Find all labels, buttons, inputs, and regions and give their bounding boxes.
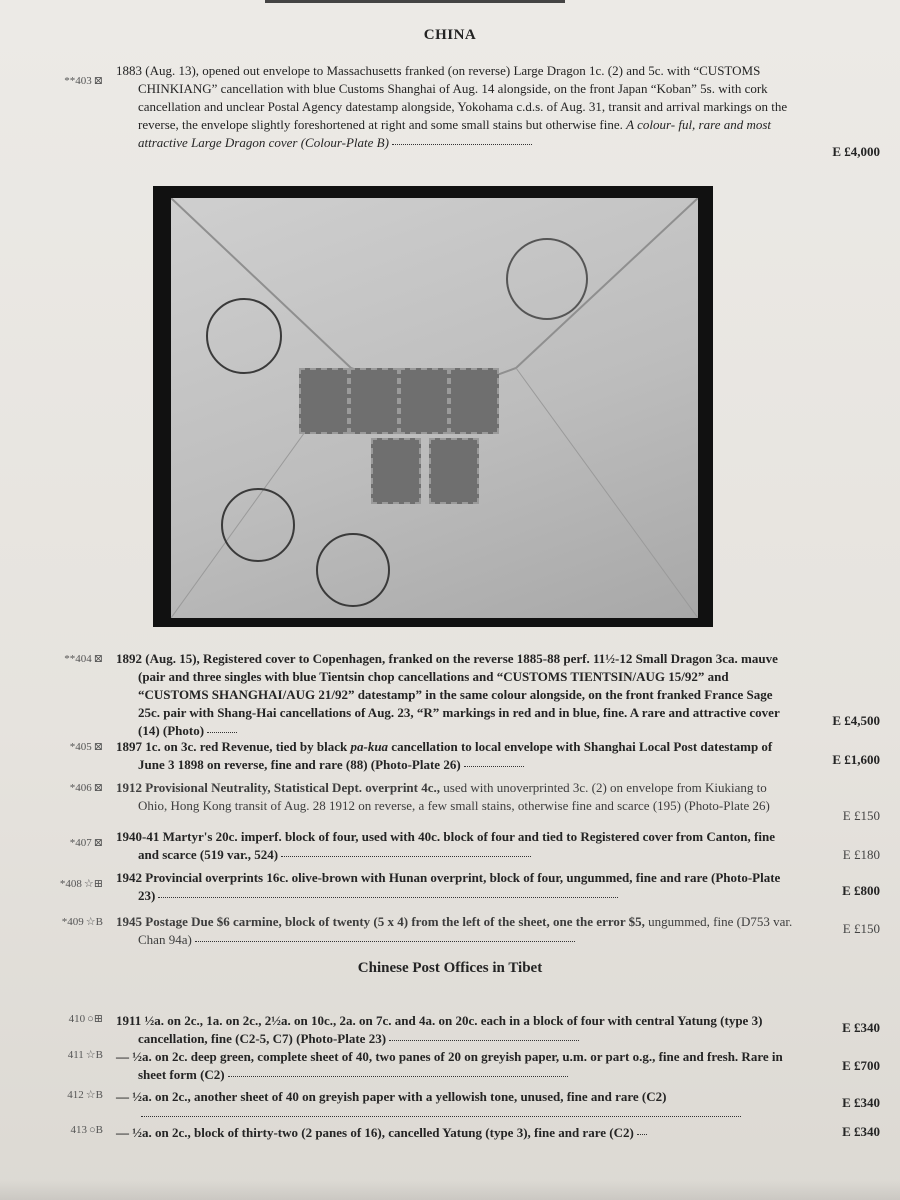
lot-number: *408 ☆⊞: [59, 878, 103, 890]
postmark-image: [316, 533, 390, 607]
cover-symbol-icon: ⊠: [93, 782, 103, 794]
unused-block-symbol-icon: ☆B: [85, 1049, 103, 1061]
lot-description: 1942 Provincial overprints 16c. olive-brown with Hunan overprint, block of four, ungummed, fine and rare (Photo-Plate 23): [116, 870, 781, 903]
stamp-image: [399, 368, 449, 434]
lot-description: 1897 1c. on 3c. red Revenue, tied by black pa-kua cancellation to local envelope with Shanghai Local Post datestamp of June 3 1898 on reverse, fine and rare (88) (Photo-Plate 26): [116, 739, 773, 772]
lot-number: *406 ⊠: [69, 782, 103, 794]
lot-estimate: E £150: [842, 808, 880, 823]
lot-number: **403 ⊠: [64, 75, 103, 87]
lot-estimate: E £340: [842, 1020, 880, 1035]
cover-symbol-icon: ⊠: [93, 837, 103, 849]
lot-number: 413 ○B: [70, 1124, 103, 1136]
lot-number: 410 ○⊞: [68, 1013, 103, 1025]
lot-description: — ½a. on 2c., block of thirty-two (2 panes of 16), cancelled Yatung (type 3), fine and rare (C2): [116, 1124, 793, 1142]
unused-block-symbol-icon: ☆B: [85, 1089, 103, 1101]
lot-estimate: E £340: [842, 1124, 880, 1139]
lot-estimate: E £700: [842, 1058, 880, 1073]
lot-number: 412 ☆B: [67, 1089, 103, 1101]
stamp-image: [299, 368, 349, 434]
used-block-symbol-icon: ○⊞: [87, 1013, 103, 1025]
lot-description: 1912 Provisional Neutrality, Statistical Dept. overprint 4c., used with unoverprinted 3c. (2) on envelope from Kiukiang to Ohio, Hong Kong transit of Aug. 28 1912 on reverse, a few small stains, otherwise fine and scarce (195) (Photo-Plate 26): [116, 780, 770, 813]
section-heading: Chinese Post Offices in Tibet: [357, 960, 543, 976]
lot-description: 1940-41 Martyr's 20c. imperf. block of four, used with 40c. block of four and tied to Registered cover from Canton, fine and scarce (519 var., 524): [116, 829, 775, 862]
lot-estimate: E £1,600: [832, 752, 880, 767]
lot-description: — ½a. on 2c. deep green, complete sheet of 40, two panes of 20 on greyish paper, u.m. or part o.g., fine and fresh. Rare in sheet form (C2): [116, 1049, 783, 1082]
lot-estimate: E £800: [842, 883, 880, 898]
lot-description: 1945 Postage Due $6 carmine, block of twenty (5 x 4) from the left of the sheet, one the error $5, ungummed, fine (D753 var. Chan 94a): [116, 914, 793, 947]
lot-description: 1892 (Aug. 15), Registered cover to Copenhagen, franked on the reverse 1885-88 perf. 11½-12 Small Dragon 3ca. mauve (pair and three singles with blue Tientsin chop cancellations and “CUSTOMS TIENTSIN/AUG 15/92” and “CUSTOMS SHANGHAI/AUG 21/92” datestamp” in the same colour alongside, on the front franked France Sage 25c. pair with Shang-Hai cancellations of Aug. 23, “R” markings in red and in blue, fine. A rare and attractive cover (14) (Photo): [116, 651, 780, 738]
stamp-image: [449, 368, 499, 434]
lot-estimate: E £4,500: [832, 713, 880, 728]
block-unused-symbol-icon: ☆B: [85, 916, 103, 928]
stamp-image: [429, 438, 479, 504]
lot-estimate: E £180: [842, 847, 880, 862]
lot-number: **404 ⊠: [64, 653, 103, 665]
lot-number: *409 ☆B: [61, 916, 103, 928]
cover-symbol-icon: ⊠: [93, 741, 103, 753]
lot-estimate: E £4,000: [832, 144, 880, 159]
lot-description: 1911 ½a. on 2c., 1a. on 2c., 2½a. on 10c., 2a. on 7c. and 4a. on 20c. each in a block of four with central Yatung (type 3) cancellation, fine (C2-5, C7) (Photo-Plate 23): [116, 1013, 763, 1046]
cover-photograph: [153, 186, 713, 627]
lot-estimate: E £340: [842, 1095, 880, 1110]
chapter-heading: CHINA: [423, 27, 477, 43]
stamp-image: [349, 368, 399, 434]
used-block-symbol-icon: ○B: [89, 1124, 103, 1136]
envelope-reverse-image: [171, 198, 698, 618]
cover-symbol-icon: ⊠: [93, 75, 103, 87]
lot-number: *405 ⊠: [69, 741, 103, 753]
top-rule: [265, 0, 565, 3]
postmark-image: [506, 238, 588, 320]
block-unused-symbol-icon: ☆⊞: [83, 878, 103, 890]
lot-description: 1883 (Aug. 13), opened out envelope to Massachusetts franked (on reverse) Large Dragon 1c. (2) and 5c. with “CUSTOMS CHINKIANG” cancellation with blue Customs Shanghai of Aug. 14 alongside, on the front Japan “Koban” 5s. with cork cancellation and unclear Postal Agency datestamp alongside, Yokohama c.d.s. of Aug. 31, transit and arrival markings on the reverse, the envelope slightly foreshortened at right and some small stains but otherwise fine. A colour- ful, rare and most attractive Large Dragon cover (Colour-Plate B): [116, 63, 788, 150]
cover-symbol-icon: ⊠: [93, 653, 103, 665]
lot-description: — ½a. on 2c., another sheet of 40 on greyish paper with a yellowish tone, unused, fine and rare (C2): [116, 1088, 793, 1124]
lot-number: *407 ⊠: [69, 837, 103, 849]
lot-estimate: E £150: [842, 921, 880, 936]
stamp-image: [371, 438, 421, 504]
lot-number: 411 ☆B: [67, 1049, 103, 1061]
page-shadow: [0, 1180, 900, 1200]
postmark-image: [206, 298, 282, 374]
postmark-image: [221, 488, 295, 562]
